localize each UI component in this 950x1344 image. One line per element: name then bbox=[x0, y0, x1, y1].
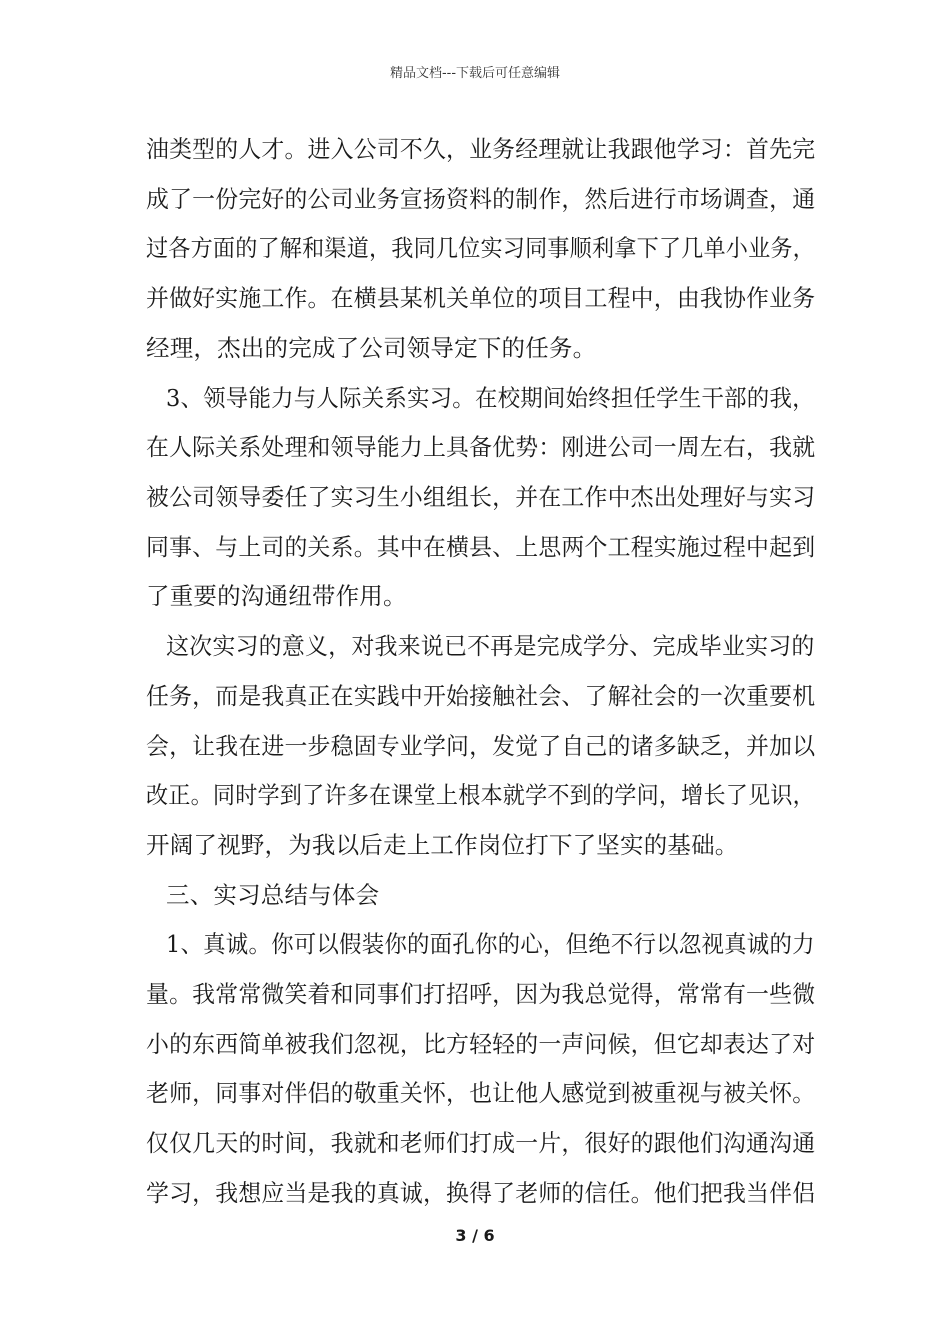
body-line: 学习，我想应当是我的真诚，换得了老师的信任。他们把我当伴侣 bbox=[146, 1179, 816, 1207]
body-line: 开阔了视野，为我以后走上工作岗位打下了坚实的基础。 bbox=[146, 831, 739, 859]
body-line: 改正。同时学到了许多在课堂上根本就学不到的学问，增长了见识， bbox=[146, 781, 815, 809]
body-line: 这次实习的意义，对我来说已不再是完成学分、完成毕业实习的 bbox=[166, 632, 815, 660]
body-line: 小的东西简单被我们忽视，比方轻轻的一声问候，但它却表达了对 bbox=[146, 1030, 816, 1058]
section-heading: 三、实习总结与体会 bbox=[166, 881, 380, 909]
page-header: 精品文档---下载后可任意编辑 bbox=[389, 66, 561, 81]
body-line: 量。我常常微笑着和同事们打招呼，因为我总觉得，常常有一些微 bbox=[146, 980, 816, 1008]
body-line: 被公司领导委任了实习生小组组长，并在工作中杰出处理好与实习 bbox=[146, 483, 816, 511]
body-line: 老师，同事对伴侣的敬重关怀，也让他人感觉到被重视与被关怀。 bbox=[146, 1079, 816, 1107]
body-line: 1、真诚。你可以假装你的面孔你的心，但绝不行以忽视真诚的力 bbox=[166, 930, 815, 958]
body-line: 在人际关系处理和领导能力上具备优势：刚进公司一周左右，我就 bbox=[146, 433, 816, 461]
body-line: 油类型的人才。进入公司不久，业务经理就让我跟他学习：首先完 bbox=[146, 135, 816, 163]
body-line: 过各方面的了解和渠道，我同几位实习同事顺利拿下了几单小业务， bbox=[146, 234, 815, 262]
body-line: 任务，而是我真正在实践中开始接触社会、了解社会的一次重要机 bbox=[146, 682, 816, 710]
body-line: 了重要的沟通纽带作用。 bbox=[146, 582, 407, 610]
body-line: 仅仅几天的时间，我就和老师们打成一片，很好的跟他们沟通沟通 bbox=[146, 1129, 816, 1157]
body-line: 3、领导能力与人际关系实习。在校期间始终担任学生干部的我， bbox=[166, 384, 815, 412]
body-line: 并做好实施工作。在横县某机关单位的项目工程中，由我协作业务 bbox=[146, 284, 816, 312]
body-line: 经理，杰出的完成了公司领导定下的任务。 bbox=[146, 334, 597, 362]
body-line: 同事、与上司的关系。其中在横县、上思两个工程实施过程中起到 bbox=[146, 533, 816, 561]
body-line: 成了一份完好的公司业务宣扬资料的制作，然后进行市场调查，通 bbox=[146, 185, 816, 213]
body-line: 会，让我在进一步稳固专业学问，发觉了自己的诸多缺乏，并加以 bbox=[146, 732, 816, 760]
page-number: 3 / 6 bbox=[455, 1226, 495, 1245]
